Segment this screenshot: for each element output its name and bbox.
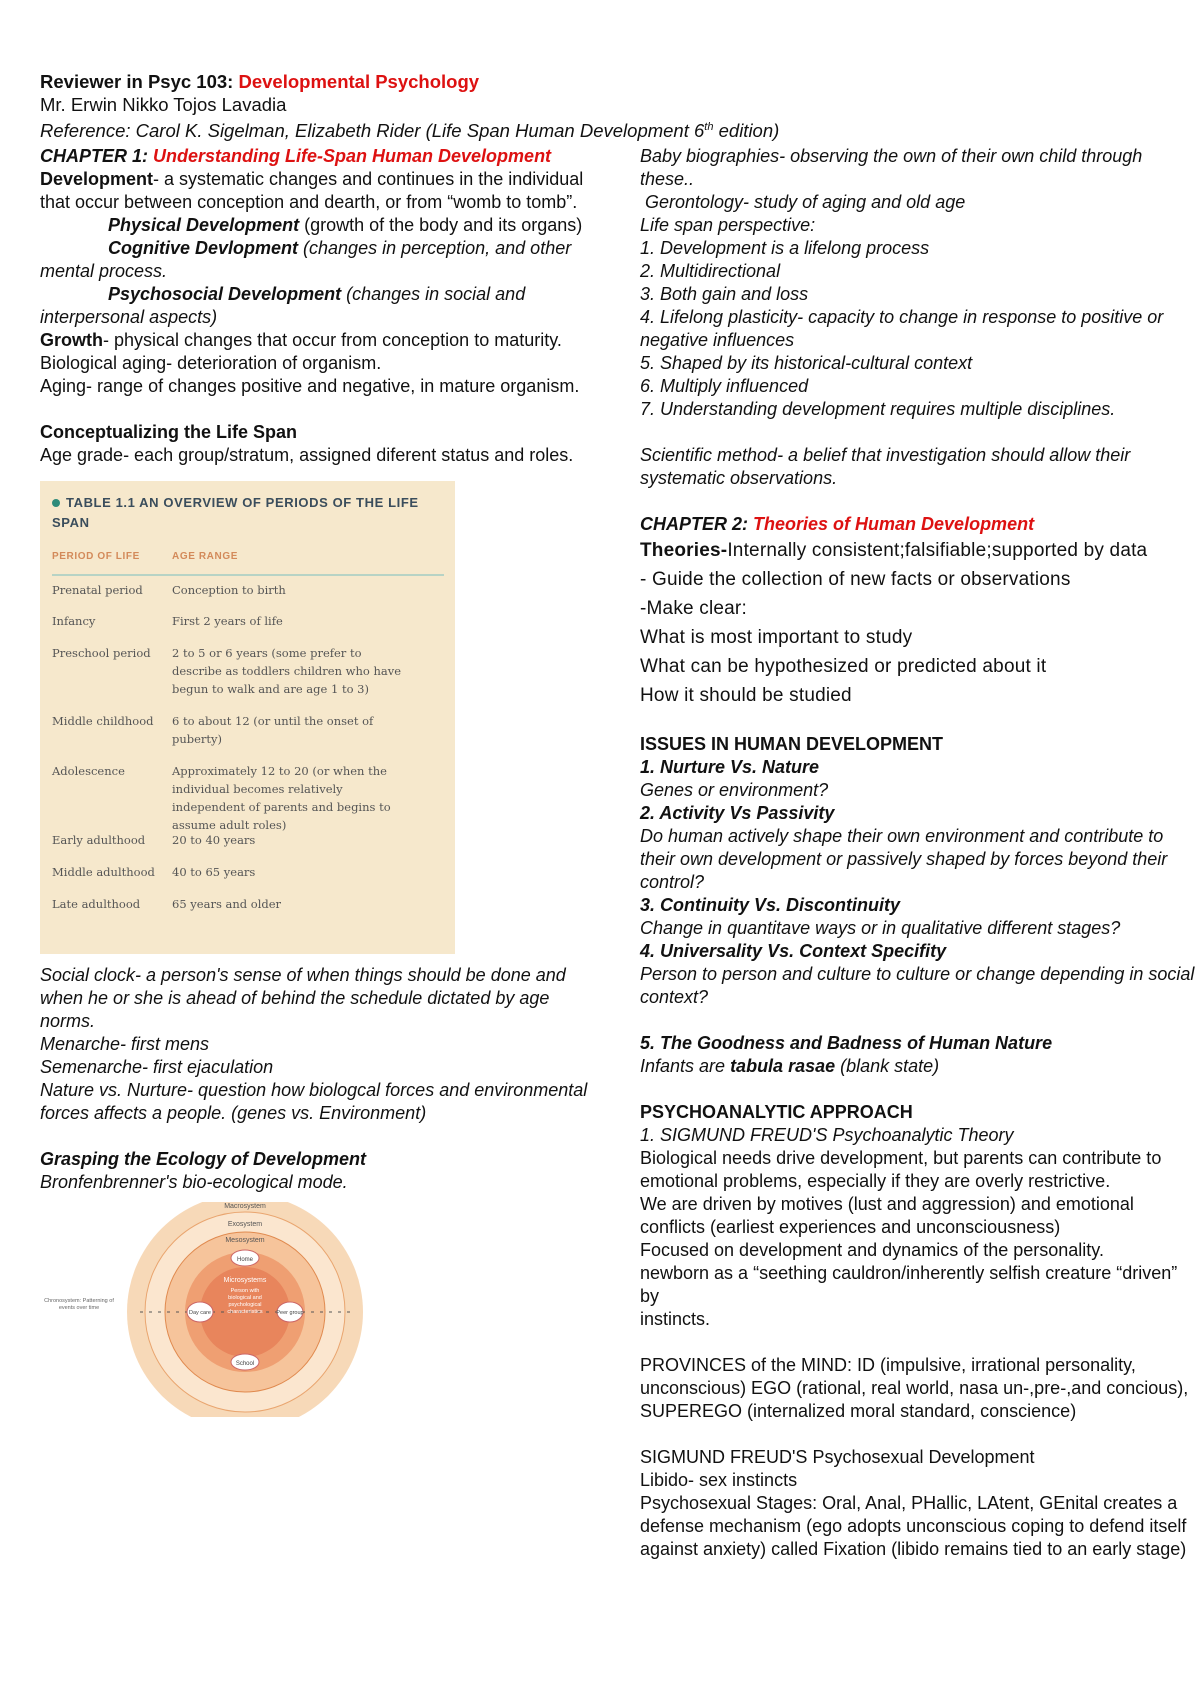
table-title: TABLE 1.1 AN OVERVIEW OF PERIODS OF THE LIFE SPAN — [52, 495, 419, 530]
libido: Libido- sex instincts — [640, 1470, 798, 1490]
psychosexual-stages: Psychosexual Stages: Oral, Anal, PHallic, LAtent, GEnital creates a defense mechanism (ego adopts unconscious coping to defend itself against anxiety) called Fixation (libido remains tied to an early stage) — [640, 1493, 1187, 1559]
issues-heading: ISSUES IN HUMAN DEVELOPMENT — [640, 734, 944, 754]
development-definition: Development- a systematic changes and continues in the individual that occur between conception and dearth, or from “womb to tomb”. — [40, 169, 584, 212]
left-column — [40, 145, 590, 1417]
freud-paragraph: Focused on development and dynamics of the personality. — [640, 1240, 1104, 1260]
theories-guide: - Guide the collection of new facts or observations — [640, 569, 1071, 590]
psychoanalytic-heading: PSYCHOANALYTIC APPROACH — [640, 1102, 913, 1122]
header — [40, 70, 1170, 142]
issue-title: 3. Continuity Vs. Discontinuity — [640, 895, 901, 915]
make-clear-item: What can be hypothesized or predicted about it — [640, 656, 1047, 677]
aging-definition: Aging- range of changes positive and negative, in mature organism. — [40, 376, 580, 396]
right-column — [640, 145, 1195, 1561]
freud-theory-title: 1. SIGMUND FREUD'S Psychoanalytic Theory — [640, 1125, 1014, 1145]
table-header: PERIOD OF LIFE AGE RANGE — [52, 545, 444, 576]
make-clear: -Make clear: — [640, 598, 747, 619]
conceptualizing-heading: Conceptualizing the Life Span — [40, 422, 298, 442]
gerontology: Gerontology- study of aging and old age — [640, 192, 966, 212]
lifespan-perspective-heading: Life span perspective: — [640, 215, 816, 235]
microsystems-label: Microsystems — [223, 1277, 267, 1284]
daycare-label: Day care — [188, 1310, 212, 1316]
document-title: Reviewer in Psyc 103: Developmental Psychology — [40, 71, 480, 92]
school-label: School — [235, 1361, 255, 1367]
ecology-heading: Grasping the Ecology of Development — [40, 1149, 367, 1169]
perspective-item: 1. Development is a lifelong process — [640, 238, 930, 258]
perspective-item: 2. Multidirectional — [640, 261, 781, 281]
semenarche: Semenarche- first ejaculation — [40, 1057, 274, 1077]
freud-paragraph: instincts. — [640, 1309, 711, 1329]
freud-paragraph: Biological needs drive development, but parents can contribute to emotional problems, especially if they are overly restrictive. — [640, 1148, 1162, 1191]
menarche: Menarche- first mens — [40, 1034, 210, 1054]
freud-paragraph: We are driven by motives (lust and aggression) and emotional conflicts (earliest experiences and unconsciousness) — [640, 1194, 1134, 1237]
provinces-of-mind: PROVINCES of the MIND: ID (impulsive, irrational personality, unconscious) EGO (rational, real world, nasa un-,pre-,and concious), SUPEREGO (internalized moral standard, conscience) — [640, 1355, 1189, 1421]
ecology-subheading: Bronfenbrenner's bio-ecological mode. — [40, 1172, 348, 1192]
baby-biographies: Baby biographies- observing the own of their own child through these.. — [640, 146, 1143, 189]
issue-title: 4. Universality Vs. Context Specifity — [640, 941, 947, 961]
psychosocial-development: Psychosocial Development (changes in social and interpersonal aspects) — [40, 284, 526, 327]
psychosexual-title: SIGMUND FREUD'S Psychosexual Development — [640, 1447, 1035, 1467]
freud-paragraph: newborn as a “seething cauldron/inherently selfish creature “driven” by — [640, 1263, 1178, 1306]
author: Mr. Erwin Nikko Tojos Lavadia — [40, 94, 287, 115]
bioecological-model-figure — [40, 1202, 405, 1417]
bullet-icon — [52, 499, 60, 507]
perspective-item: 5. Shaped by its historical-cultural context — [640, 353, 973, 373]
theories-definition: Theories-Internally consistent;falsifiable;supported by data — [640, 540, 1148, 561]
physical-development: Physical Development (growth of the body and its organs) — [108, 215, 583, 235]
perspective-item: 4. Lifelong plasticity- capacity to change in response to positive or negative influences — [640, 307, 1164, 350]
issue-question: Genes or environment? — [640, 780, 829, 800]
exosystem-label: Exosystem — [227, 1221, 263, 1228]
issue-question: Do human actively shape their own environment and contribute to their own development or passively shaped by forces beyond their control? — [640, 826, 1168, 892]
issue-title: 1. Nurture Vs. Nature — [640, 757, 820, 777]
issue-question: Person to person and culture to culture or change depending in social context? — [640, 964, 1195, 1007]
social-clock: Social clock- a person's sense of when things should be done and when he or she is ahead of behind the schedule dictated by age norms. — [40, 965, 566, 1031]
perspective-item: 3. Both gain and loss — [640, 284, 809, 304]
reference: Reference: Carol K. Sigelman, Elizabeth Rider (Life Span Human Development 6th edition) — [40, 120, 780, 142]
make-clear-item: What is most important to study — [640, 627, 913, 648]
perspective-item: 7. Understanding development requires multiple disciplines. — [640, 399, 1116, 419]
issue-title: 5. The Goodness and Badness of Human Nature — [640, 1033, 1053, 1053]
perspective-item: 6. Multiply influenced — [640, 376, 809, 396]
chapter2-heading: CHAPTER 2: Theories of Human Development — [640, 514, 1035, 534]
chapter1-heading: CHAPTER 1: Understanding Life-Span Human Development — [40, 146, 552, 166]
mesosystem-label: Mesosystem — [225, 1237, 265, 1244]
peer-label: Peer group — [276, 1310, 304, 1316]
age-grade: Age grade- each group/stratum, assigned diferent status and roles. — [40, 445, 574, 465]
biological-aging: Biological aging- deterioration of organism. — [40, 353, 382, 373]
cognitive-development: Cognitive Devlopment (changes in perception, and other mental process. — [40, 238, 572, 281]
macrosystem-label: Macrosystem — [224, 1203, 266, 1210]
make-clear-item: How it should be studied — [640, 685, 852, 706]
home-label: Home — [236, 1257, 254, 1263]
scientific-method: Scientific method- a belief that investigation should allow their systematic observations. — [640, 445, 1131, 488]
person-label: Person with biological and psychological characteristics — [227, 1288, 263, 1315]
nature-vs-nurture: Nature vs. Nurture- question how biologcal forces and environmental forces affects a people. (genes vs. Environment) — [40, 1080, 588, 1123]
ecology-diagram — [40, 1202, 405, 1417]
chronosystem-label: Chronosystem: Patterning of events over time — [44, 1298, 114, 1311]
issue-title: 2. Activity Vs Passivity — [640, 803, 835, 823]
issue-question: Infants are tabula rasae (blank state) — [640, 1056, 940, 1076]
life-span-table-figure: TABLE 1.1 AN OVERVIEW OF PERIODS OF THE LIFE SPAN PERIOD OF LIFE AGE RANGE Prenatal period Conception to birth Infancy First 2 years of life Preschool period 2 to 5 or 6 years (some prefer to describe as toddlers children who have begun to walk and are age 1 to 3) Middle childhood 6 to about 12 (or until the onset of puberty) Adolescence Approximately 12 to 20 (or when the individual becomes relatively independent of parents and begins to assume adult roles) Early adulthood 20 to 40 years Middle adulthood 40 to 65 years Late adulthood 65 years and older — [40, 481, 455, 954]
issue-question: Change in quantitave ways or in qualitative different stages? — [640, 918, 1121, 938]
growth-definition: Growth- physical changes that occur from conception to maturity. — [40, 330, 562, 350]
